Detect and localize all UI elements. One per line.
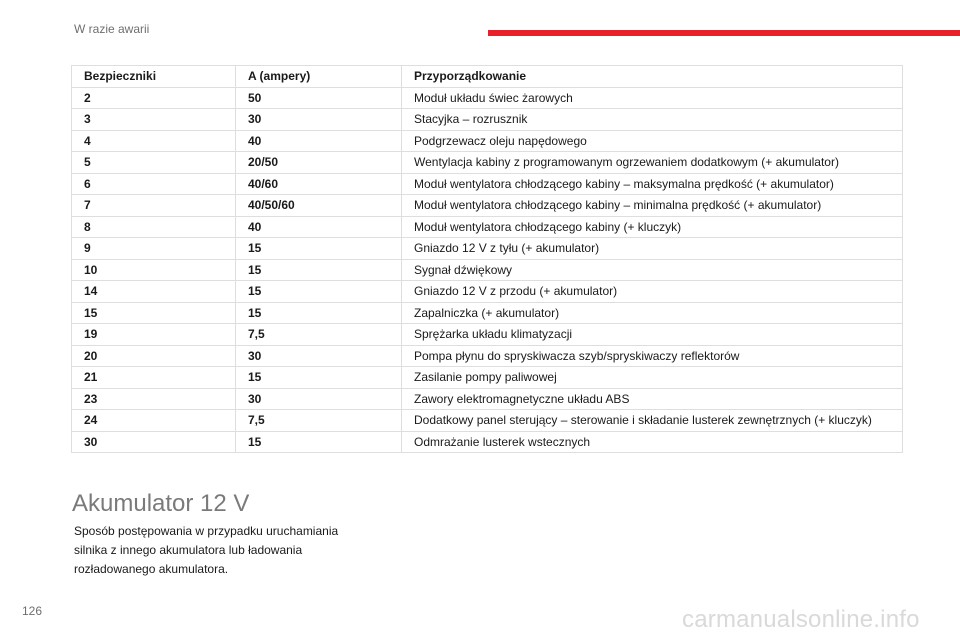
assignment-cell: Zapalniczka (+ akumulator) [402,302,903,324]
column-header-fuses: Bezpieczniki [72,66,236,88]
amperage-cell: 40 [236,216,402,238]
table-row [72,173,903,195]
fuse-number-cell: 30 [72,431,236,453]
amperage-cell: 30 [236,388,402,410]
amperage-cell: 30 [236,109,402,131]
table-row [72,431,903,453]
assignment-cell: Moduł wentylatora chłodzącego kabiny – minimalna prędkość (+ akumulator) [402,195,903,217]
fuse-number-cell: 6 [72,173,236,195]
fuse-number-cell: 15 [72,302,236,324]
amperage-cell: 40/60 [236,173,402,195]
amperage-cell: 15 [236,431,402,453]
table-body [72,87,903,453]
fuse-number-cell: 23 [72,388,236,410]
chapter-title: W razie awarii [74,22,150,36]
section-title: Akumulator 12 V [72,490,250,517]
fuse-number-cell: 4 [72,130,236,152]
assignment-cell: Sprężarka układu klimatyzacji [402,324,903,346]
amperage-cell: 15 [236,367,402,389]
column-header-amperes: A (ampery) [236,66,402,88]
table-header-row [72,66,903,88]
fuse-number-cell: 21 [72,367,236,389]
table-row [72,388,903,410]
table-row [72,345,903,367]
amperage-cell: 7,5 [236,324,402,346]
table-row [72,216,903,238]
page-number: 126 [22,604,43,618]
assignment-cell: Pompa płynu do spryskiwacza szyb/spryskiwaczy reflektorów [402,345,903,367]
fuse-number-cell: 2 [72,87,236,109]
watermark: carmanualsonline.info [682,606,920,633]
table-row [72,152,903,174]
fuse-number-cell: 8 [72,216,236,238]
amperage-cell: 15 [236,259,402,281]
table-row [72,87,903,109]
assignment-cell: Wentylacja kabiny z programowanym ogrzewaniem dodatkowym (+ akumulator) [402,152,903,174]
fuse-number-cell: 5 [72,152,236,174]
amperage-cell: 15 [236,238,402,260]
table-row [72,130,903,152]
table-row [72,302,903,324]
amperage-cell: 30 [236,345,402,367]
amperage-cell: 7,5 [236,410,402,432]
accent-bar [488,30,960,36]
fuse-number-cell: 10 [72,259,236,281]
fuse-number-cell: 9 [72,238,236,260]
fuse-number-cell: 19 [72,324,236,346]
fuse-number-cell: 3 [72,109,236,131]
amperage-cell: 40 [236,130,402,152]
amperage-cell: 20/50 [236,152,402,174]
table-row [72,109,903,131]
assignment-cell: Sygnał dźwiękowy [402,259,903,281]
assignment-cell: Moduł wentylatora chłodzącego kabiny – maksymalna prędkość (+ akumulator) [402,173,903,195]
assignment-cell: Zawory elektromagnetyczne układu ABS [402,388,903,410]
assignment-cell: Moduł układu świec żarowych [402,87,903,109]
amperage-cell: 15 [236,281,402,303]
table-row [72,195,903,217]
fuse-number-cell: 14 [72,281,236,303]
fuse-number-cell: 24 [72,410,236,432]
assignment-cell: Gniazdo 12 V z tyłu (+ akumulator) [402,238,903,260]
assignment-cell: Odmrażanie lusterek wstecznych [402,431,903,453]
assignment-cell: Podgrzewacz oleju napędowego [402,130,903,152]
table-row [72,367,903,389]
fuse-number-cell: 7 [72,195,236,217]
table-row [72,410,903,432]
assignment-cell: Moduł wentylatora chłodzącego kabiny (+ kluczyk) [402,216,903,238]
section-text: Sposób postępowania w przypadku uruchamiania silnika z innego akumulatora lub ładowania rozładowanego akumulatora. [74,524,339,576]
amperage-cell: 50 [236,87,402,109]
fuse-table [71,65,903,453]
fuse-number-cell: 20 [72,345,236,367]
column-header-assignment: Przyporządkowanie [402,66,903,88]
amperage-cell: 40/50/60 [236,195,402,217]
assignment-cell: Zasilanie pompy paliwowej [402,367,903,389]
assignment-cell: Gniazdo 12 V z przodu (+ akumulator) [402,281,903,303]
assignment-cell: Dodatkowy panel sterujący – sterowanie i składanie lusterek zewnętrznych (+ kluczyk) [402,410,903,432]
table-row [72,238,903,260]
table-row [72,281,903,303]
assignment-cell: Stacyjka – rozrusznik [402,109,903,131]
table-row [72,259,903,281]
amperage-cell: 15 [236,302,402,324]
table-row [72,324,903,346]
